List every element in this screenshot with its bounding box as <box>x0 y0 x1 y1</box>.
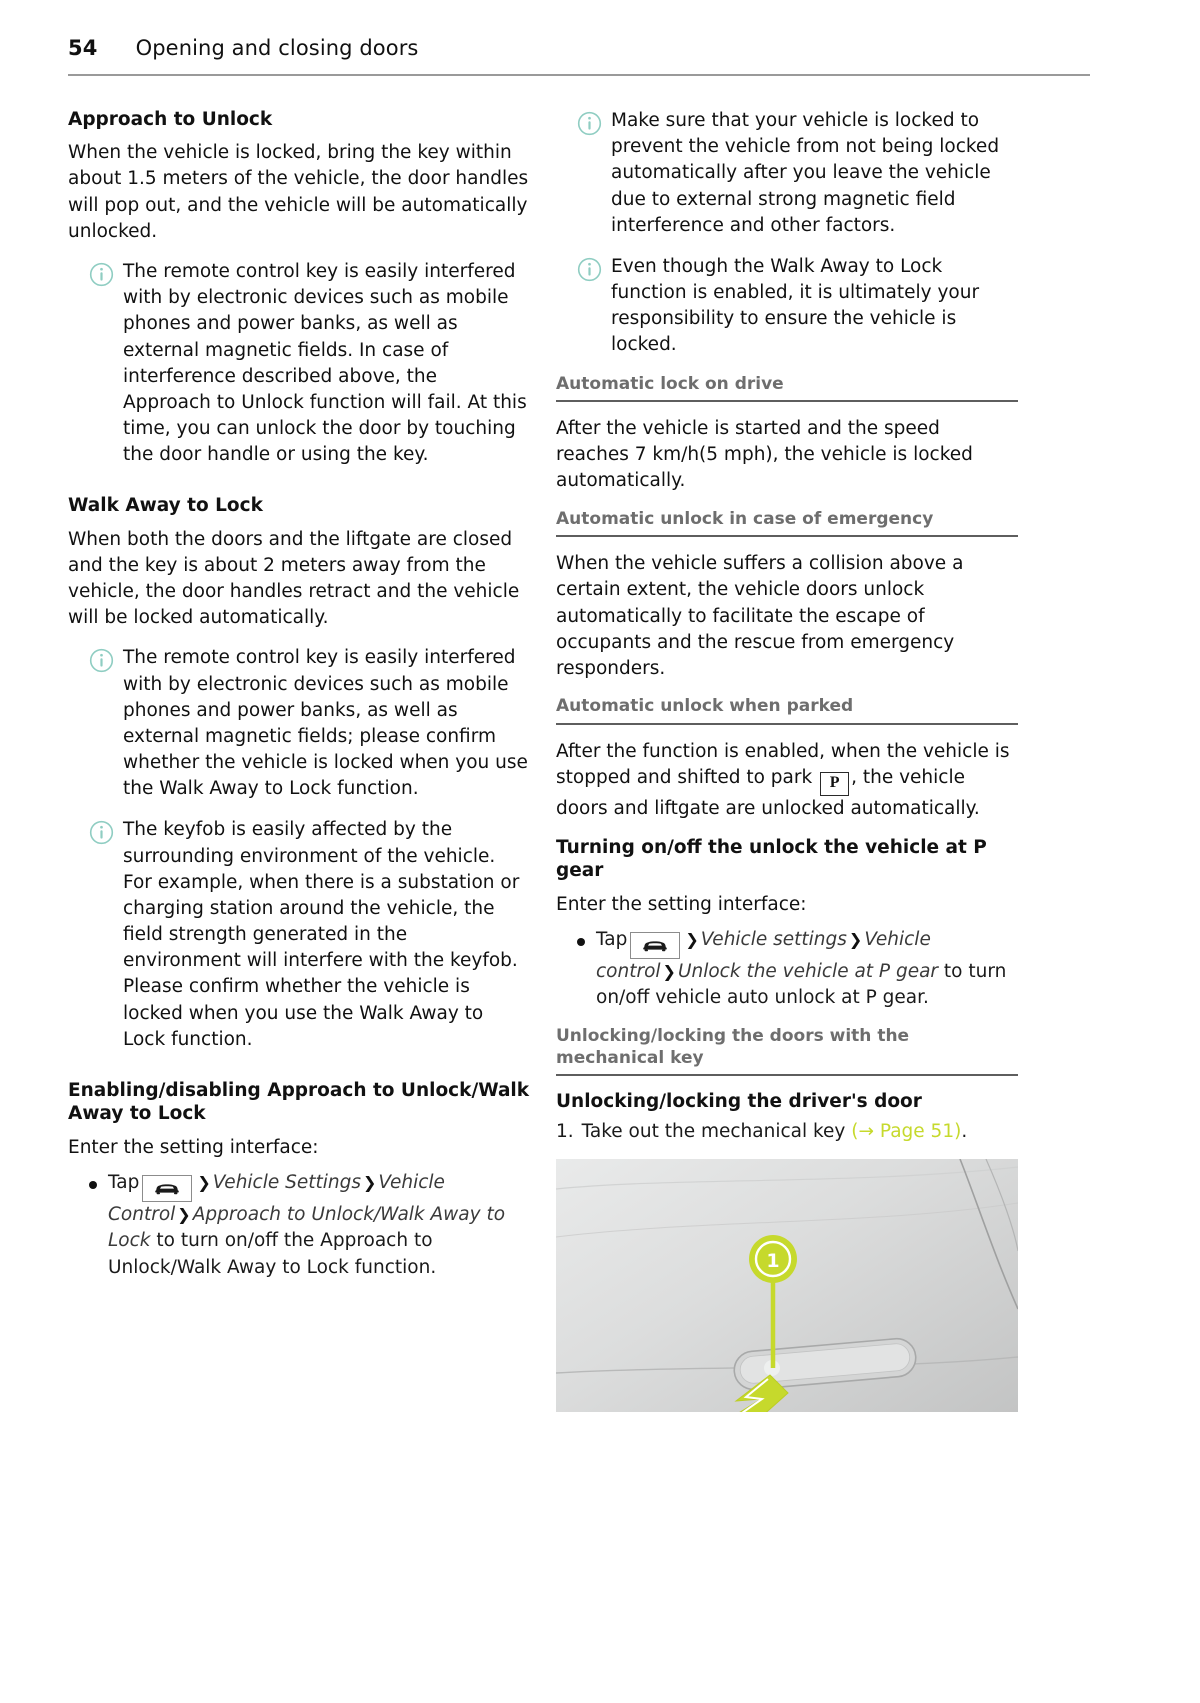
step-period: . <box>961 1121 968 1143</box>
tap-label: Tap <box>596 928 628 950</box>
setting-path-1: Vehicle Settings <box>212 1171 362 1193</box>
bullet-tail: to turn on/off the Approach to Unlock/Walk Away to Lock function. <box>108 1230 437 1278</box>
bullet-tail: to turn on/off vehicle auto unlock at P gear. <box>596 960 1007 1009</box>
page-number: 54 <box>68 36 98 60</box>
info-note <box>68 645 530 802</box>
step-number: 1. <box>556 1121 574 1143</box>
info-note <box>68 817 530 1053</box>
xref-page-link[interactable]: Page 51) <box>879 1121 962 1143</box>
paragraph-enter-setting-interface-left: Enter the setting interface: <box>68 1136 319 1158</box>
numbered-step <box>556 1119 1018 1145</box>
info-note-text: The keyfob is easily affected by the surrounding environment of the vehicle. For example, when there is a substation or charging station around the vehicle, the field strength generated in the environment will interfere with the keyfob. Please confirm whether the vehicle is locked when you use the Walk Away to Lock function. <box>123 819 520 1050</box>
paragraph-automatic-lock-on-drive: After the vehicle is started and the speed reaches 7 km/h(5 mph), the vehicle is locked automatically. <box>556 418 973 492</box>
paragraph-part-1: After the function is enabled, when the vehicle is stopped and shifted to park <box>556 740 1010 788</box>
callout-1-label: 1 <box>766 1249 780 1272</box>
tap-label: Tap <box>108 1171 140 1193</box>
bullet-marker <box>577 938 585 946</box>
car-front-icon[interactable] <box>142 1175 192 1202</box>
setting-path-2: Vehicle control <box>596 928 931 982</box>
page-title: Opening and closing doors <box>135 36 419 60</box>
info-icon <box>89 262 114 287</box>
figure-graphic <box>556 1159 1018 1412</box>
page-header <box>68 36 1088 60</box>
paragraph-automatic-unlock-parked <box>556 739 1018 822</box>
setting-path-3: Unlock the vehicle at P gear <box>677 960 939 982</box>
info-note <box>556 254 1018 359</box>
info-note-text: The remote control key is easily interfered with by electronic devices such as mobile phones and power banks, as well as external magnetic fields. In case of interference described above, the Approach to Unlock function will fail. At this time, you can unlock the door by touching the door handle or using the key. <box>123 260 527 466</box>
left-column <box>68 108 530 1294</box>
paragraph-part-2: , the vehicle doors and liftgate are unlocked automatically. <box>556 766 980 819</box>
paragraph-enter-setting-interface-right: Enter the setting interface: <box>556 893 807 915</box>
heading-enabling-disabling: Enabling/disabling Approach to Unlock/Walk Away to Lock <box>68 1079 530 1125</box>
bullet-marker <box>89 1181 97 1189</box>
info-note-text: Make sure that your vehicle is locked to prevent the vehicle from not being locked automatically after you leave the vehicle due to external strong magnetic field interference and other factors. <box>611 110 1000 236</box>
heading-automatic-lock-on-drive: Automatic lock on drive <box>556 373 784 394</box>
chevron-right-icon: ❯ <box>177 1204 191 1224</box>
info-note-text: Even though the Walk Away to Lock function is enabled, it is ultimately your responsibility to ensure the vehicle is locked. <box>611 255 980 356</box>
info-note <box>556 108 1018 239</box>
heading-unlocking-locking-mechanical-key: Unlocking/locking the doors with the mechanical key <box>556 1026 910 1068</box>
door-handle-figure <box>556 1159 1018 1412</box>
chevron-right-icon: ❯ <box>363 1172 377 1192</box>
section-divider <box>556 400 1018 402</box>
list-item <box>556 927 1018 1012</box>
info-icon <box>577 111 602 136</box>
xref-arrow: (→ <box>851 1121 880 1143</box>
step-content <box>582 1119 1018 1145</box>
section-divider <box>556 535 1018 537</box>
bullet-content <box>108 1170 530 1282</box>
setting-path-2: Vehicle Control <box>108 1171 445 1225</box>
heading-unlocking-locking-drivers-door: Unlocking/locking the driver's door <box>556 1091 922 1113</box>
info-icon <box>89 648 114 673</box>
header-divider <box>68 74 1090 76</box>
list-item <box>68 1170 530 1282</box>
right-column <box>556 108 1018 1412</box>
heading-automatic-unlock-emergency: Automatic unlock in case of emergency <box>556 508 934 529</box>
park-gear-badge: P <box>820 772 849 796</box>
heading-walk-away-to-lock: Walk Away to Lock <box>68 495 263 517</box>
setting-path-1: Vehicle settings <box>700 928 847 950</box>
section-divider <box>556 1074 1018 1076</box>
paragraph-automatic-unlock-emergency: When the vehicle suffers a collision above a certain extent, the vehicle doors unlock automatically to facilitate the escape of occupants and the rescue from emergency responders. <box>556 553 964 679</box>
info-note <box>68 259 530 468</box>
paragraph-walk-away-to-lock: When both the doors and the liftgate are closed and the key is about 2 meters away from the vehicle, the door handles retract and the vehicle will be locked automatically. <box>68 528 520 629</box>
chevron-right-icon: ❯ <box>662 961 676 981</box>
info-icon <box>89 820 114 845</box>
chevron-right-icon: ❯ <box>848 929 863 949</box>
chevron-right-icon: ❯ <box>685 929 699 949</box>
section-divider <box>556 723 1018 725</box>
car-front-icon[interactable] <box>630 932 680 959</box>
heading-automatic-unlock-parked: Automatic unlock when parked <box>556 696 854 717</box>
chevron-right-icon: ❯ <box>197 1172 211 1192</box>
setting-path-3: Approach to Unlock/Walk Away to Lock <box>108 1203 506 1252</box>
heading-approach-to-unlock: Approach to Unlock <box>68 109 273 130</box>
info-note-text: The remote control key is easily interfered with by electronic devices such as mobile phones and power banks, as well as external magnetic fields; please confirm whether the vehicle is locked when you use the Walk Away to Lock function. <box>123 647 528 800</box>
heading-turning-on-off-unlock-p-gear: Turning on/off the unlock the vehicle at P gear <box>556 837 987 882</box>
paragraph-approach-to-unlock: When the vehicle is locked, bring the key within about 1.5 meters of the vehicle, the door handles will pop out, and the vehicle will be automatically unlocked. <box>68 142 529 242</box>
step-text: Take out the mechanical key <box>581 1121 852 1143</box>
bullet-content <box>596 927 1018 1012</box>
info-icon <box>577 257 602 282</box>
